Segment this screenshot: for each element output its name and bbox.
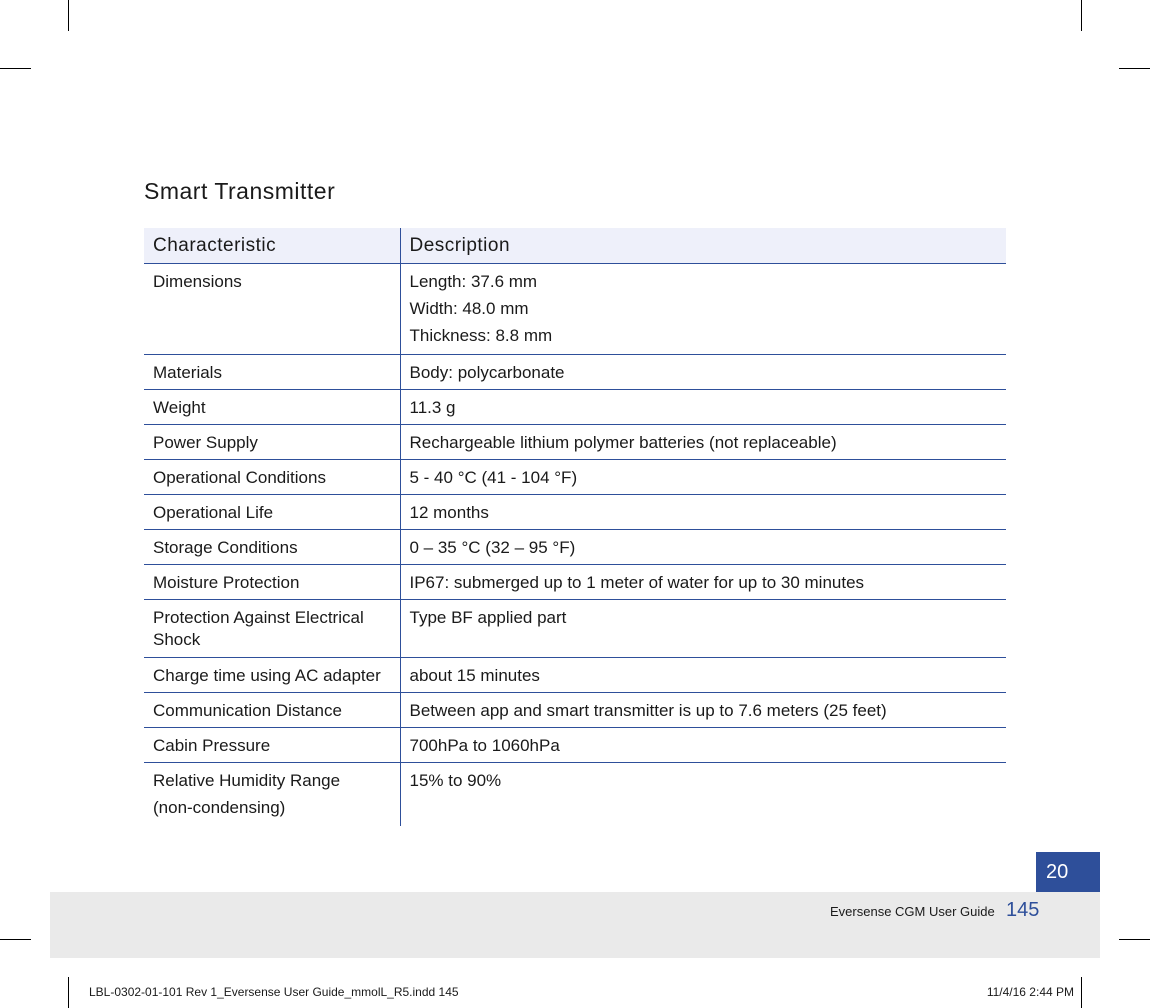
cell-description: about 15 minutes — [400, 658, 1006, 693]
cell-description: Body: polycarbonate — [400, 355, 1006, 390]
crop-mark-bottom-right-h — [1119, 939, 1150, 940]
table-row — [144, 565, 1006, 600]
cell-characteristic: Communication Distance — [144, 693, 400, 728]
cell-description: 0 – 35 °C (32 – 95 °F) — [400, 530, 1006, 565]
cell-text: (non-condensing) — [153, 798, 286, 817]
table-row — [144, 530, 1006, 565]
cell-description: Type BF applied part — [400, 600, 1006, 658]
cell-characteristic: Materials — [144, 355, 400, 390]
cell-description — [400, 264, 1006, 355]
table-row — [144, 693, 1006, 728]
cell-characteristic: Storage Conditions — [144, 530, 400, 565]
page-number: 145 — [1006, 899, 1040, 921]
table-row — [144, 658, 1006, 693]
table-row — [144, 460, 1006, 495]
cell-text: Length: 37.6 mm — [409, 272, 538, 291]
cell-text: Width: 48.0 mm — [409, 299, 529, 318]
crop-mark-top-left-h — [0, 68, 31, 69]
cell-characteristic — [144, 763, 400, 827]
crop-mark-top-left-v — [68, 0, 69, 31]
cell-description: 700hPa to 1060hPa — [400, 728, 1006, 763]
cell-characteristic: Charge time using AC adapter — [144, 658, 400, 693]
table-row — [144, 425, 1006, 460]
cell-text: Relative Humidity Range — [153, 771, 341, 790]
table-header-row — [144, 228, 1006, 264]
table-row — [144, 763, 1006, 827]
cell-characteristic: Protection Against Electrical Shock — [144, 600, 400, 658]
cell-characteristic: Operational Life — [144, 495, 400, 530]
slug-filename: LBL-0302-01-101 Rev 1_Eversense User Guide_mmolL_R5.indd 145 — [89, 985, 459, 999]
cell-text: 15% to 90% — [409, 771, 502, 790]
table-row — [144, 728, 1006, 763]
footer-band — [50, 892, 1100, 958]
cell-characteristic: Moisture Protection — [144, 565, 400, 600]
cell-description: 11.3 g — [400, 390, 1006, 425]
cell-description: 5 - 40 °C (41 - 104 °F) — [400, 460, 1006, 495]
guide-label: Eversense CGM User Guide — [830, 904, 995, 919]
table-row — [144, 390, 1006, 425]
table-row — [144, 264, 1006, 355]
chapter-number: 20 — [1046, 860, 1069, 883]
header-description: Description — [400, 228, 1006, 264]
crop-mark-bottom-right-v — [1081, 977, 1082, 1008]
section-title: Smart Transmitter — [144, 178, 336, 204]
cell-description — [400, 763, 1006, 827]
crop-mark-bottom-left-v — [68, 977, 69, 1008]
chapter-tab — [1036, 852, 1100, 892]
cell-description: 12 months — [400, 495, 1006, 530]
cell-description: Between app and smart transmitter is up to 7.6 meters (25 feet) — [400, 693, 1006, 728]
cell-characteristic: Cabin Pressure — [144, 728, 400, 763]
cell-characteristic — [144, 264, 400, 355]
table-row — [144, 600, 1006, 658]
header-characteristic: Characteristic — [144, 228, 400, 264]
cell-characteristic: Weight — [144, 390, 400, 425]
crop-mark-bottom-left-h — [0, 939, 31, 940]
cell-characteristic: Operational Conditions — [144, 460, 400, 495]
crop-mark-top-right-h — [1119, 68, 1150, 69]
cell-description: IP67: submerged up to 1 meter of water for up to 30 minutes — [400, 565, 1006, 600]
slug-timestamp: 11/4/16 2:44 PM — [986, 985, 1074, 999]
crop-mark-top-right-v — [1081, 0, 1082, 31]
cell-characteristic: Power Supply — [144, 425, 400, 460]
cell-text: Thickness: 8.8 mm — [409, 326, 553, 345]
spec-table — [144, 228, 1006, 826]
cell-description: Rechargeable lithium polymer batteries (not replaceable) — [400, 425, 1006, 460]
cell-text: Dimensions — [153, 272, 242, 291]
table-row — [144, 495, 1006, 530]
table-row — [144, 355, 1006, 390]
